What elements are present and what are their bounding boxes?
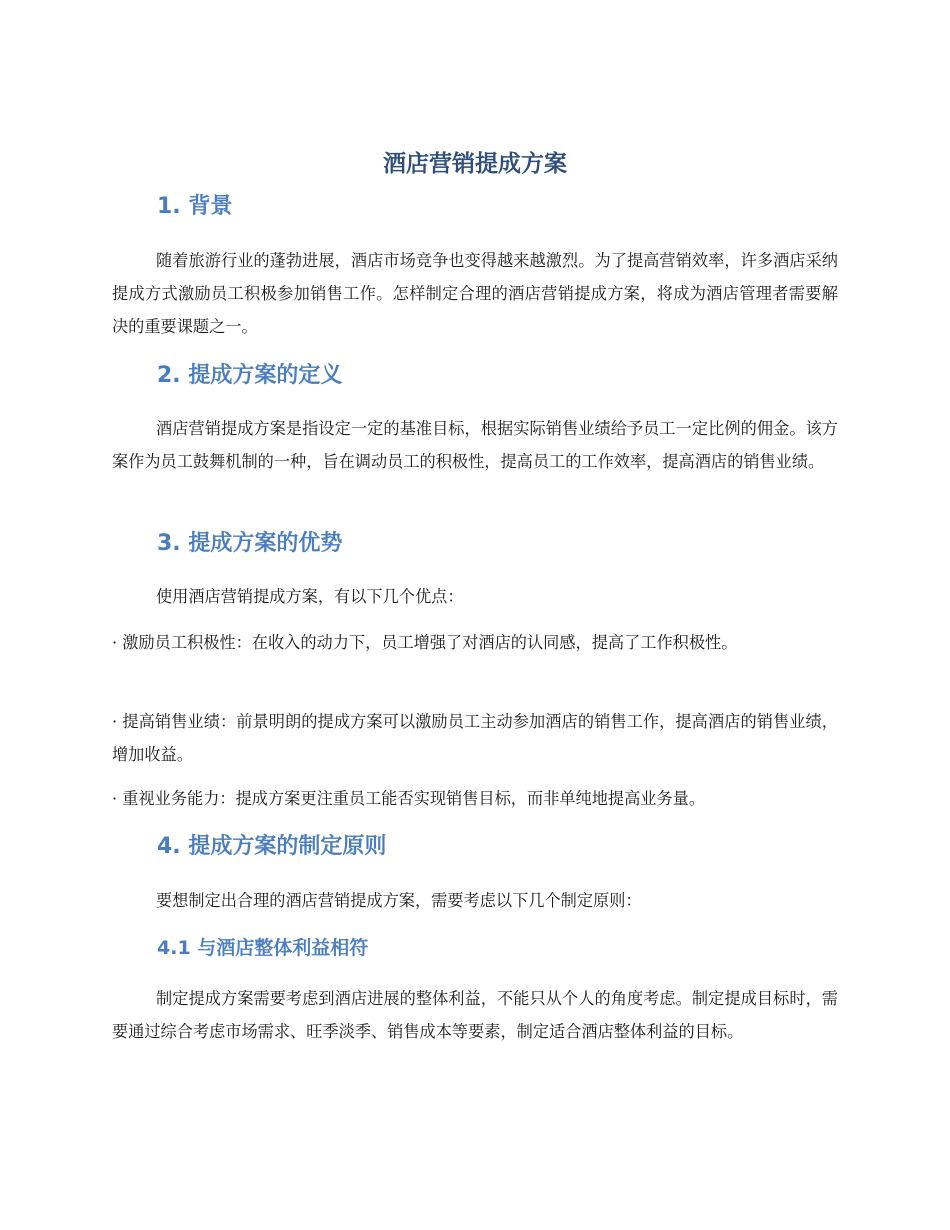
section-heading-principles: 4. 提成方案的制定原则 (157, 834, 387, 859)
advantage-item: · 提高销售业绩：前景明朗的提成方案可以激励员工主动参加酒店的销售工作，提高酒店的销售业绩，增加收益。 (112, 712, 838, 764)
background-paragraph: 随着旅游行业的蓬勃进展，酒店市场竞争也变得越来越激烈。为了提高营销效率，许多酒店采纳提成方式激励员工积极参加销售工作。怎样制定合理的酒店营销提成方案，将成为酒店管理者需要解决的重要课题之一。 (112, 251, 838, 336)
advantages-intro: 使用酒店营销提成方案，有以下几个优点： (156, 587, 464, 606)
definition-paragraph: 酒店营销提成方案是指设定一定的基准目标，根据实际销售业绩给予员工一定比例的佣金。该方案作为员工鼓舞机制的一种，旨在调动员工的积极性，提高员工的工作效率，提高酒店的销售业绩。 (112, 419, 838, 471)
advantage-item: · 激励员工积极性：在收入的动力下，员工增强了对酒店的认同感，提高了工作积极性。 (112, 633, 738, 652)
section-heading-background: 1. 背景 (157, 194, 233, 219)
overall-interest-paragraph: 制定提成方案需要考虑到酒店进展的整体利益，不能只从个人的角度考虑。制定提成目标时，需要通过综合考虑市场需求、旺季淡季、销售成本等要素，制定适合酒店整体利益的目标。 (112, 989, 838, 1041)
section-heading-definition: 2. 提成方案的定义 (157, 363, 343, 388)
subsection-heading-overall-interest: 4.1 与酒店整体利益相符 (157, 937, 369, 959)
principles-intro: 要想制定出合理的酒店营销提成方案，需要考虑以下几个制定原则： (156, 891, 642, 910)
document-title: 酒店营销提成方案 (383, 151, 567, 177)
section-heading-advantages: 3. 提成方案的优势 (157, 531, 343, 556)
advantage-item: · 重视业务能力：提成方案更注重员工能否实现销售目标，而非单纯地提高业务量。 (112, 789, 706, 808)
